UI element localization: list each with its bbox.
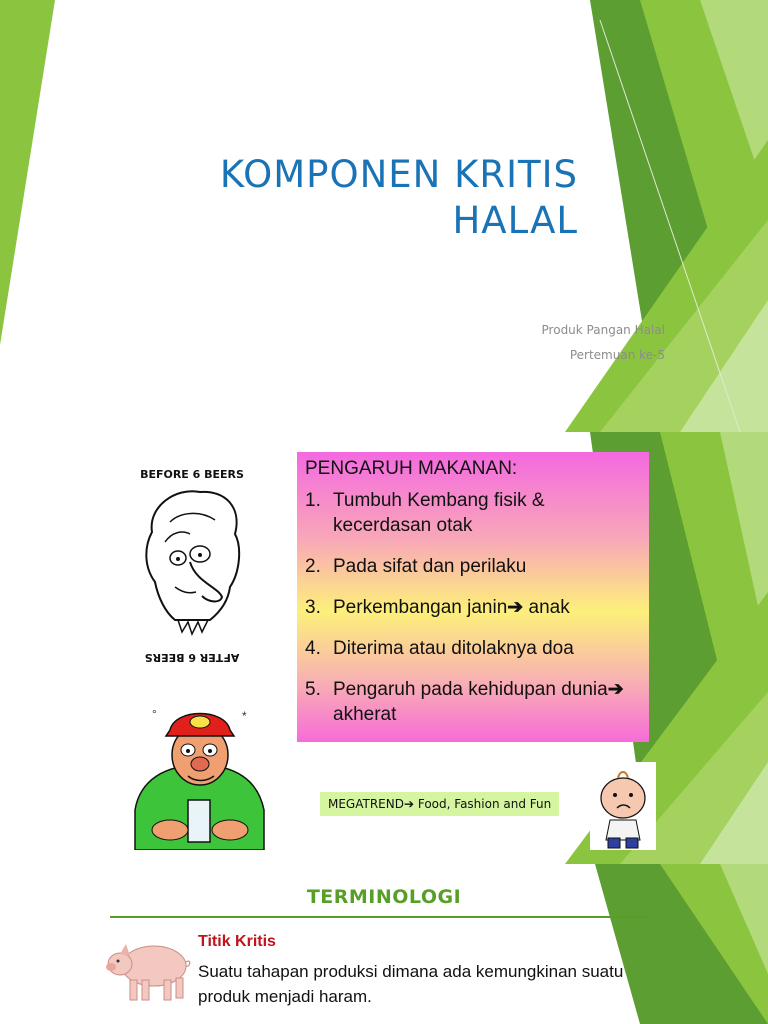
title-slide xyxy=(0,0,768,432)
term-label: Titik Kritis xyxy=(198,933,276,950)
after-beers-text: AFTER 6 BEERS xyxy=(144,651,240,664)
subtitle-meeting: Pertemuan ke-5 xyxy=(569,348,665,362)
item-number: 2. xyxy=(305,556,321,577)
item-text: Pada sifat dan perilaku xyxy=(333,556,527,577)
item-text: Pengaruh pada kehidupan dunia➔ akherat xyxy=(333,679,624,725)
list-item xyxy=(305,488,641,538)
item-number: 4. xyxy=(305,638,321,659)
crying-baby-illustration xyxy=(590,762,656,850)
right-arrow-icon: ➔ xyxy=(403,797,415,811)
drunk-man-illustration xyxy=(130,700,270,850)
list-item xyxy=(305,677,641,727)
term-definition: Suatu tahapan produksi dimana ada kemungkinan suatu produk menjadi haram. xyxy=(198,962,624,1006)
item-text: Perkembangan janin➔ anak xyxy=(333,597,570,618)
item-number: 3. xyxy=(305,597,321,618)
list-item xyxy=(305,554,641,579)
item-text: Tumbuh Kembang fisik & kecerdasan otak xyxy=(333,490,545,536)
pengaruh-list xyxy=(305,488,641,727)
old-man-face-illustration xyxy=(130,462,254,676)
box-heading: PENGARUH MAKANAN: xyxy=(305,458,518,479)
item-number: 1. xyxy=(305,490,321,511)
terminologi-slide xyxy=(0,864,768,1024)
terminologi-heading: TERMINOLOGI xyxy=(306,886,462,908)
heading-divider xyxy=(110,916,648,918)
svg-text:*: * xyxy=(242,709,247,723)
title-line-1: KOMPONEN KRITIS xyxy=(219,153,578,196)
pengaruh-makanan-box xyxy=(297,452,649,742)
item-number: 5. xyxy=(305,679,321,700)
pengaruh-slide xyxy=(0,432,768,864)
before-beers-text: BEFORE 6 BEERS xyxy=(140,468,244,481)
right-arrow-icon: ➔ xyxy=(607,679,624,700)
svg-text:°: ° xyxy=(152,707,157,721)
subtitle-course: Produk Pangan Halal xyxy=(541,323,665,337)
slide-title xyxy=(158,152,578,244)
item-text: Diterima atau ditolaknya doa xyxy=(333,638,574,659)
list-item xyxy=(305,636,641,661)
right-arrow-icon: ➔ xyxy=(507,597,524,618)
list-item xyxy=(305,595,641,620)
megatrend-label: MEGATREND➔ Food, Fashion and Fun xyxy=(320,792,559,816)
title-line-2: HALAL xyxy=(452,199,578,242)
pig-illustration xyxy=(106,934,192,1004)
